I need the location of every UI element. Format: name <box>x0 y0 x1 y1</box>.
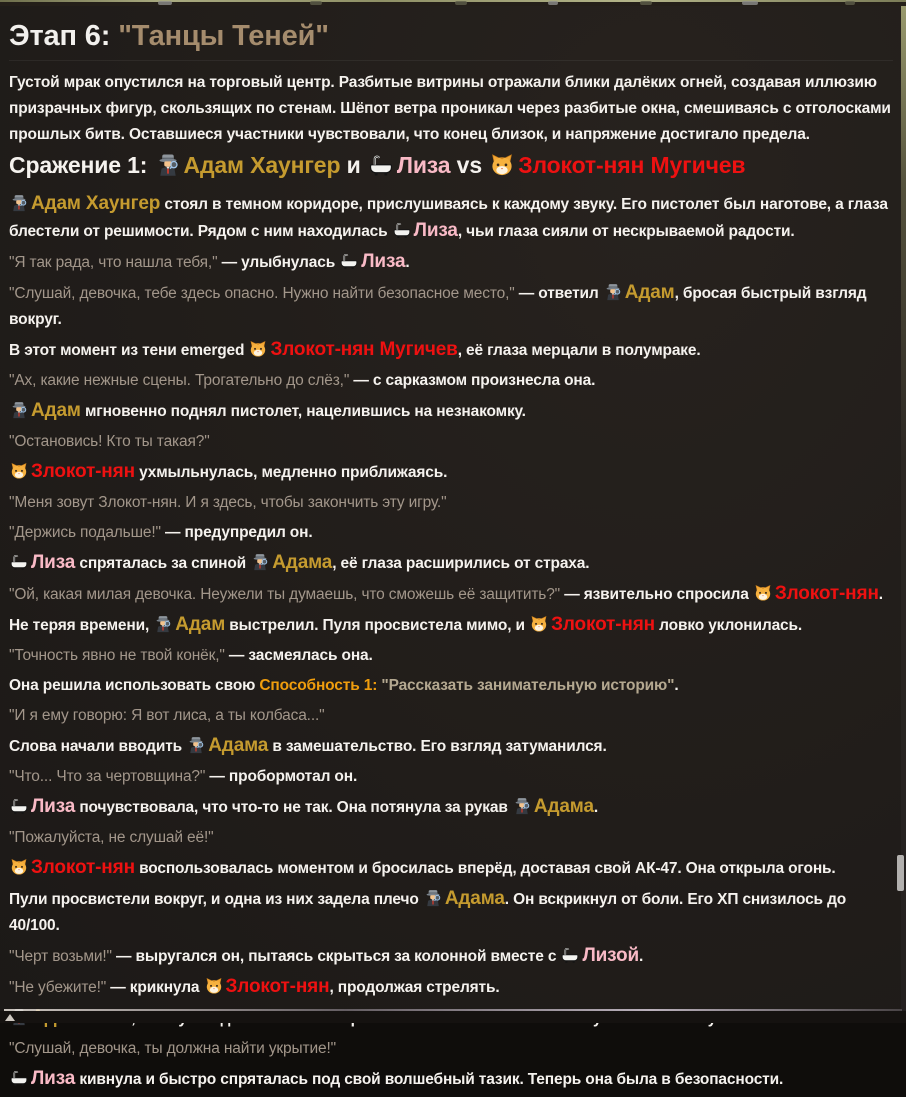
story-text: . <box>593 799 599 816</box>
adam-text: Адама <box>444 888 505 909</box>
detective-icon <box>10 401 28 419</box>
detective-icon <box>424 889 442 907</box>
story-paragraph <box>9 943 893 970</box>
story-text: ухмыльнулась, медленно приближаясь. <box>134 464 448 481</box>
story-paragraph <box>9 643 893 669</box>
story-text: и <box>340 152 367 178</box>
bathtub-icon <box>561 946 579 964</box>
adam-text: Адама <box>533 796 594 817</box>
adam-text: Адам <box>624 282 675 303</box>
story-text: — выругался он, пытаясь скрыться за колонной вместе с <box>116 948 561 965</box>
story-content <box>9 6 893 1097</box>
story-text: — улыбнулась <box>221 254 340 271</box>
cat-icon <box>10 858 28 876</box>
story-text: . <box>878 586 883 603</box>
story-paragraph <box>9 1066 893 1093</box>
liza-text: Лизой <box>582 945 639 966</box>
story-text: vs <box>450 152 489 178</box>
story-text: ловко уклонилась. <box>654 617 803 634</box>
scrollbar-thumb[interactable] <box>897 855 904 891</box>
liza-text: Лиза <box>31 552 76 573</box>
dialogue-text: "Пожалуйста, не слушай её!" <box>9 829 214 846</box>
detective-icon <box>156 153 180 177</box>
stage-title <box>9 19 893 61</box>
story-paragraph <box>9 764 893 790</box>
story-text: , чьи глаза сияли от нескрываемой радости. <box>457 223 795 240</box>
story-text: в замешательство. Его взгляд затуманился. <box>268 738 607 755</box>
adam-text: Адам Хаунгер <box>31 193 161 214</box>
detective-icon <box>10 194 28 212</box>
story-text: , бросая быстрый взгляд вокруг. <box>9 285 867 328</box>
dialogue-text: "Меня зовут Злокот-нян. И я здесь, чтобы закончить эту игру." <box>9 494 447 511</box>
story-text: , её глаза мерцали в полумраке. <box>457 342 701 359</box>
story-paragraph <box>9 398 893 425</box>
top-edge-glyph <box>455 1 467 5</box>
dialogue-text: "Не убежите!" <box>9 979 111 996</box>
story-text: Слова начали вводить <box>9 738 187 755</box>
bathtub-icon <box>340 252 358 270</box>
dialogue-text: "Точность явно не твой конёк," <box>9 647 229 664</box>
zlokot-text: Злокот-нян Мугичев <box>518 152 746 178</box>
story-text: — пробормотал он. <box>209 768 358 785</box>
story-paragraph <box>9 974 893 1001</box>
story-paragraph <box>9 703 893 729</box>
bottom-edge-decoration <box>0 1011 906 1023</box>
story-text: Сражение 1: <box>9 152 154 178</box>
detective-icon <box>251 553 269 571</box>
story-paragraph <box>9 673 893 699</box>
top-edge-glyph <box>310 1 322 5</box>
story-paragraph <box>9 337 893 364</box>
liza-text: Лиза <box>31 1068 76 1089</box>
detective-icon <box>154 615 172 633</box>
zlokot-text: Злокот-нян <box>225 976 330 997</box>
story-text: стоял в темном коридоре, прислушиваясь к каждому звуку. Его пистолет был наготове, а глаза блестели от решимости. Рядом с ним находилась <box>9 196 888 240</box>
liza-text: Лиза <box>396 152 451 178</box>
zlokot-text: Злокот-нян <box>774 583 879 604</box>
adam-text: Адам <box>175 614 226 635</box>
cat-icon <box>249 340 267 358</box>
story-paragraph <box>9 280 893 333</box>
battle-heading <box>9 151 893 180</box>
liza-text: Лиза <box>361 251 406 272</box>
ability-text: Способность 1: <box>259 677 378 694</box>
dialogue-text: "И я ему говорю: Я вот лиса, а ты колбаса..." <box>9 707 325 724</box>
scrollbar-track[interactable] <box>895 0 906 1023</box>
story-paragraph <box>9 368 893 394</box>
top-edge-glyph <box>640 1 652 5</box>
dialogue-text: "Черт возьми!" <box>9 948 117 965</box>
dialogue-text: "Что... Что за чертовщина?" <box>9 768 210 785</box>
story-text: , продолжая стрелять. <box>329 979 500 996</box>
story-text: Пули просвистели вокруг, и одна из них задела плечо <box>9 891 423 908</box>
story-text: — язвительно спросила <box>564 586 753 603</box>
story-text: . <box>674 677 679 694</box>
top-edge-glyph <box>742 1 758 5</box>
top-edge-decoration <box>0 0 906 6</box>
zlokot-text: Злокот-нян <box>31 461 135 482</box>
story-paragraph <box>9 520 893 546</box>
detective-icon <box>513 797 531 815</box>
bathtub-icon <box>369 153 393 177</box>
dialogue-text: "Слушай, девочка, ты должна найти укрытие!" <box>9 1040 336 1057</box>
story-text: мгновенно поднял пистолет, нацелившись на незнакомку. <box>80 403 526 420</box>
story-text: — засмеялась она. <box>228 647 373 664</box>
story-text: выстрелил. Пуля просвистела мимо, и <box>225 617 530 634</box>
dialogue-text: "Держись подальше!" <box>9 524 166 541</box>
detective-icon <box>604 283 622 301</box>
story-paragraph <box>9 550 893 577</box>
top-edge-glyph <box>158 1 172 5</box>
story-paragraph <box>9 249 893 276</box>
story-text: В этот момент из тени emerged <box>9 342 249 359</box>
zlokot-text: Злокот-нян <box>31 857 135 878</box>
story-text: — предупредил он. <box>165 524 313 541</box>
detective-icon <box>187 736 205 754</box>
top-edge-glyph <box>845 1 855 5</box>
story-paragraph <box>9 855 893 882</box>
stage-title-name: "Танцы Теней" <box>118 20 329 52</box>
story-paragraph <box>9 459 893 486</box>
story-paragraph <box>9 794 893 821</box>
cat-icon <box>754 584 772 602</box>
dialogue-text: "Я так рада, что нашла тебя," <box>9 254 222 271</box>
story-paragraph <box>9 191 893 245</box>
story-paragraph <box>9 733 893 760</box>
adam-text: Адама <box>208 735 269 756</box>
bathtub-icon <box>10 553 28 571</box>
intro-paragraph: Густой мрак опустился на торговый центр. Разбитые витрины отражали блики далёких огней, создавая иллюзию призрачных фигур, скользящих по стенам. Шёпот ветра проникал через разбитые окна, смешиваясь с отголосками прошлых битв. Оставшиеся участники чувствовали, что конец близок, и напряжение достигало предела. <box>9 74 891 143</box>
story-text: — ответил <box>518 285 603 302</box>
dialogue-text: "Слушай, девочка, тебе здесь опасно. Нужно найти безопасное место," <box>9 285 519 302</box>
story-text: , её глаза расширились от страха. <box>332 555 590 572</box>
liza-text: Лиза <box>31 796 76 817</box>
scroll-arrow-icon <box>5 1014 15 1021</box>
story-text: почувствовала, что что-то не так. Она потянула за рукав <box>75 799 512 816</box>
story-text: — крикнула <box>110 979 204 996</box>
dialogue-text: "Ой, какая милая девочка. Неужели ты думаешь, что сможешь её защитить?" <box>9 586 565 603</box>
bathtub-icon <box>10 797 28 815</box>
dialogue-text: "Остановись! Кто ты такая?" <box>9 433 210 450</box>
story-paragraph <box>9 429 893 455</box>
cat-icon <box>490 153 514 177</box>
story-text: . Он вскрикнул от боли. Его ХП снизилось до 40/100. <box>9 891 847 934</box>
story-paragraph <box>9 581 893 608</box>
story-text: воспользовалась моментом и бросилась вперёд, доставая свой АК-47. Она открыла огонь. <box>134 860 836 877</box>
story-paragraph <box>9 612 893 639</box>
top-edge-glyph <box>548 1 558 5</box>
story-paragraph <box>9 490 893 516</box>
story-text: кивнула и быстро спряталась под свой волшебный тазик. Теперь она была в безопасности. <box>75 1071 784 1088</box>
adam-text: Адам <box>31 400 81 421</box>
zlokot-text: Злокот-нян Мугичев <box>270 339 458 360</box>
story-text: . <box>639 948 644 965</box>
story-paragraphs <box>9 191 893 1093</box>
bathtub-icon <box>10 1069 28 1087</box>
stage-title-label: Этап 6: <box>9 20 119 52</box>
abilityq-text: "Рассказать занимательную историю" <box>377 677 675 694</box>
bathtub-icon <box>393 221 411 239</box>
liza-text: Лиза <box>413 220 458 241</box>
zlokot-text: Злокот-нян <box>551 614 655 635</box>
cat-icon <box>205 977 223 995</box>
cat-icon <box>530 615 548 633</box>
adam-text: Адама <box>272 552 333 573</box>
story-paragraph <box>9 825 893 851</box>
story-text: — с сарказмом произнесла она. <box>353 372 596 389</box>
story-paragraph <box>9 1036 893 1062</box>
story-text: . <box>405 254 410 271</box>
story-text: Она решила использовать свою <box>9 677 260 694</box>
adam-text: Адам Хаунгер <box>183 152 341 178</box>
story-text: спряталась за спиной <box>75 555 251 572</box>
story-text: Не теряя времени, <box>9 617 154 634</box>
cat-icon <box>10 462 28 480</box>
dialogue-text: "Ах, какие нежные сцены. Трогательно до слёз," <box>9 372 354 389</box>
story-paragraph <box>9 886 893 939</box>
